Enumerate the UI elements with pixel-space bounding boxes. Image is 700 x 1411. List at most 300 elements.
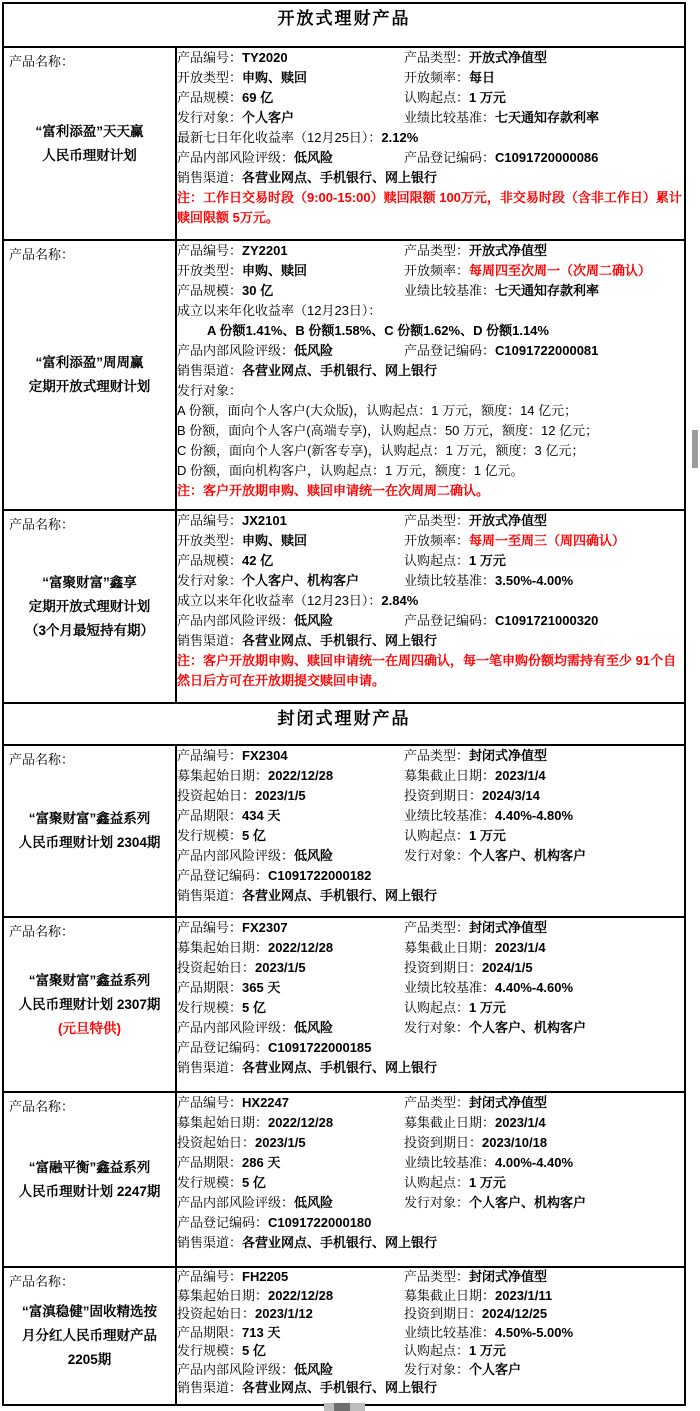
field-pair-left <box>177 958 404 978</box>
field-value: 低风险 <box>294 1361 334 1377</box>
field-label: 认购起点： <box>404 1000 470 1015</box>
detail-line <box>177 571 684 591</box>
field-value: JX2101 <box>242 513 287 528</box>
section-header-row <box>3 3 685 47</box>
field-label: 产品期限： <box>177 1324 243 1340</box>
section-title: 封闭式理财产品 <box>3 703 685 745</box>
field-label: 开放频率： <box>404 533 470 548</box>
field-pair-right <box>404 1268 684 1287</box>
detail-line <box>177 631 684 651</box>
field-pair-right <box>404 1305 684 1324</box>
field-label: 产品类型： <box>404 513 470 528</box>
field-value: 开放式净值型 <box>469 513 548 528</box>
detail-line <box>177 866 684 886</box>
field-pair-right <box>404 1153 684 1173</box>
field-label: 产品类型： <box>404 243 470 258</box>
detail-line <box>177 1324 684 1343</box>
field-value: 低风险 <box>294 848 334 863</box>
field-value: 各营业网点、手机银行、网上银行 <box>242 1235 438 1250</box>
field-pair-right <box>404 1324 684 1343</box>
field-pair-left <box>177 571 404 591</box>
field-label: 销售渠道： <box>177 1380 243 1395</box>
field-label: 募集起始日期： <box>177 1287 269 1303</box>
field-value: 低风险 <box>294 1195 334 1210</box>
field-pair-left <box>177 918 404 938</box>
field-value: 2023/10/18 <box>482 1135 548 1150</box>
field-value: 低风险 <box>294 150 334 165</box>
field-label: 募集起始日期： <box>177 940 269 955</box>
field-label: 募集截止日期： <box>404 1115 496 1130</box>
field-pair-right <box>404 998 684 1018</box>
field-pair-left <box>177 611 404 631</box>
field-value: 2023/1/4 <box>495 768 546 783</box>
field-pair-right <box>404 1018 684 1038</box>
field-pair-right <box>404 1173 684 1193</box>
field-value: 2023/1/5 <box>255 788 306 803</box>
field-pair-left <box>177 511 404 531</box>
field-pair-right <box>404 281 684 301</box>
field-pair-left <box>177 786 404 806</box>
field-value: 4.40%-4.60% <box>495 980 574 995</box>
field-label: 产品登记编码： <box>404 150 496 165</box>
field-label: 产品编号： <box>177 513 243 528</box>
field-value: 2023/1/4 <box>495 940 546 955</box>
field-value: C1091722000182 <box>268 868 372 883</box>
name-cell <box>3 510 176 703</box>
field-value: 2022/12/28 <box>268 1115 334 1130</box>
field-value: 开放式净值型 <box>469 243 548 258</box>
field-pair-left <box>177 1113 404 1133</box>
field-pair-right <box>404 1342 684 1361</box>
field-value: 个人客户 <box>242 110 295 125</box>
field-label: 最新七日年化收益率（12月25日）： <box>177 130 382 145</box>
field-value: 1 万元 <box>469 1343 506 1358</box>
field-label: 投资到期日： <box>404 1306 483 1321</box>
detail-line <box>177 511 684 531</box>
field-pair-left <box>177 1324 404 1343</box>
field-label: 业绩比较基准： <box>404 1155 496 1170</box>
field-label: 产品内部风险评级： <box>177 613 295 628</box>
field-label: 发行规模： <box>177 1000 243 1015</box>
product-name <box>4 1268 175 1404</box>
field-pair-left <box>177 1018 404 1038</box>
product-row <box>3 510 685 703</box>
product-name-line: “富利添盈”周周赢 <box>35 355 144 370</box>
field-label: 投资起始日： <box>177 1135 256 1150</box>
field-label: 发行规模： <box>177 1343 243 1358</box>
product-name-line: 月分红人民币理财产品 <box>22 1328 157 1343</box>
field-pair-right <box>404 806 684 826</box>
detail-line <box>177 551 684 571</box>
field-label: 产品登记编码： <box>404 613 496 628</box>
detail-line <box>177 301 684 321</box>
field-value: 开放式净值型 <box>469 50 548 65</box>
field-value: 各营业网点、手机银行、网上银行 <box>242 1060 438 1075</box>
field-label: 募集截止日期： <box>404 940 496 955</box>
detail-line <box>177 1305 684 1324</box>
product-name-label: 产品名称： <box>9 517 75 532</box>
field-label: 认购起点： <box>404 1343 470 1358</box>
product-name-line: “富利添盈”天天赢 <box>35 123 144 139</box>
field-value: 2024/12/25 <box>482 1306 548 1321</box>
field-pair-right <box>404 88 684 108</box>
field-label: 发行对象： <box>177 110 243 125</box>
field-pair-left <box>177 938 404 958</box>
field-value: 2022/12/28 <box>268 940 334 955</box>
details-cell <box>176 917 685 1092</box>
field-pair-left <box>177 806 404 826</box>
field-pair-left <box>177 1268 404 1287</box>
field-label: 产品编号： <box>177 243 243 258</box>
field-label: 产品规模： <box>177 553 243 568</box>
horizontal-scrollbar-thumb[interactable] <box>324 1403 365 1411</box>
product-name <box>4 241 175 509</box>
field-label: 发行对象： <box>404 1020 470 1035</box>
field-pair-left <box>177 978 404 998</box>
field-pair-left <box>177 1193 404 1213</box>
field-label: 发行规模： <box>177 1175 243 1190</box>
field-pair-right <box>404 241 684 261</box>
field-label: 产品编号： <box>177 50 243 65</box>
field-value: 2023/1/11 <box>495 1287 553 1303</box>
field-value: FX2304 <box>242 748 288 763</box>
field-pair-left <box>177 826 404 846</box>
field-label: 产品类型： <box>404 1269 470 1284</box>
field-label: 募集截止日期： <box>404 1287 496 1303</box>
field-value: 申购、赎回 <box>242 263 308 278</box>
detail-line <box>177 1213 684 1233</box>
field-pair-right <box>404 48 684 68</box>
field-value: 30 亿 <box>242 283 274 298</box>
field-pair-right <box>404 571 684 591</box>
field-pair-left <box>177 148 404 168</box>
field-value: 4.40%-4.80% <box>495 808 574 823</box>
detail-line <box>177 611 684 631</box>
field-pair-left <box>177 88 404 108</box>
field-pair-right <box>404 531 684 551</box>
field-label: 销售渠道： <box>177 633 243 648</box>
detail-line <box>177 998 684 1018</box>
detail-line <box>177 1342 684 1361</box>
name-cell <box>3 745 176 917</box>
field-pair-right <box>404 1133 684 1153</box>
field-value: 低风险 <box>294 613 334 628</box>
field-pair-left <box>177 241 404 261</box>
detail-line <box>177 1133 684 1153</box>
field-value: 5 亿 <box>242 1000 266 1015</box>
field-pair-right <box>404 918 684 938</box>
detail-line <box>177 886 684 906</box>
field-pair-right <box>404 261 684 281</box>
detail-line <box>177 168 684 188</box>
detail-line <box>177 1268 684 1287</box>
field-label: 开放频率： <box>404 263 470 278</box>
field-label: 募集起始日期： <box>177 1115 269 1130</box>
field-value: 2023/1/12 <box>255 1306 313 1321</box>
field-value: 365 天 <box>242 980 281 995</box>
detail-line <box>177 1173 684 1193</box>
field-pair-right <box>404 938 684 958</box>
field-label: 募集起始日期： <box>177 768 269 783</box>
product-name-label: 产品名称： <box>9 924 75 939</box>
field-label: 发行对象： <box>404 848 470 863</box>
details-cell <box>176 510 685 703</box>
field-value: 个人客户 <box>469 1361 522 1377</box>
name-cell <box>3 1267 176 1405</box>
field-value: C1091722000185 <box>268 1040 372 1055</box>
field-value: 434 天 <box>242 808 281 823</box>
detail-line <box>177 381 684 401</box>
field-label: 投资起始日： <box>177 960 256 975</box>
field-value: 封闭式净值型 <box>469 1269 548 1284</box>
name-cell <box>3 1092 176 1267</box>
field-label: 产品期限： <box>177 808 243 823</box>
field-value: C1091720000086 <box>495 150 599 165</box>
field-label: 业绩比较基准： <box>404 1324 496 1340</box>
detail-line <box>177 826 684 846</box>
field-label: 认购起点： <box>404 828 470 843</box>
detail-line <box>177 1093 684 1113</box>
field-value: 2.12% <box>381 130 419 145</box>
field-value: 286 天 <box>242 1155 281 1170</box>
field-value: 个人客户、机构客户 <box>469 1020 587 1035</box>
field-pair-left <box>177 998 404 1018</box>
field-label: 认购起点： <box>404 90 470 105</box>
product-row <box>3 1267 685 1405</box>
field-value: 2022/12/28 <box>268 1287 334 1303</box>
field-label: 销售渠道： <box>177 1235 243 1250</box>
details-cell <box>176 240 685 510</box>
detail-line <box>177 958 684 978</box>
field-value: 5 亿 <box>242 828 266 843</box>
field-value: 2.84% <box>381 593 419 608</box>
product-name <box>4 511 175 702</box>
field-label: 投资起始日： <box>177 1306 256 1321</box>
detail-line <box>177 48 684 68</box>
field-value: 2024/3/14 <box>482 788 540 803</box>
field-value: HX2247 <box>242 1095 289 1110</box>
details-cell <box>176 1267 685 1405</box>
field-value: 申购、赎回 <box>242 533 308 548</box>
details-cell <box>176 1092 685 1267</box>
field-pair-left <box>177 68 404 88</box>
note-text: 注：客户开放期申购、赎回申请统一在次周周二确认。 <box>177 483 490 498</box>
product-name-label: 产品名称： <box>9 54 75 69</box>
detail-line <box>177 1233 684 1253</box>
detail-line <box>177 591 684 611</box>
detail-line <box>177 1038 684 1058</box>
field-value: 低风险 <box>294 343 334 358</box>
field-value: 5 亿 <box>242 1343 266 1358</box>
field-label: 认购起点： <box>404 553 470 568</box>
detail-line <box>177 68 684 88</box>
field-pair-right <box>404 1193 684 1213</box>
field-pair-left <box>177 1342 404 1361</box>
details-cell <box>176 745 685 917</box>
field-label: 投资到期日： <box>404 1135 483 1150</box>
field-label: 产品登记编码： <box>177 1215 269 1230</box>
detail-line <box>177 1193 684 1213</box>
field-value: 1 万元 <box>469 828 506 843</box>
field-label: 开放类型： <box>177 263 243 278</box>
field-label: 产品编号： <box>177 920 243 935</box>
field-value: 低风险 <box>294 1020 334 1035</box>
field-label: 产品内部风险评级： <box>177 848 295 863</box>
field-pair-right <box>404 846 684 866</box>
field-value: 5 亿 <box>242 1175 266 1190</box>
field-value: 1 万元 <box>469 90 506 105</box>
field-label: 发行对象： <box>177 573 243 588</box>
detail-line <box>177 281 684 301</box>
field-value: C1091722000180 <box>268 1215 372 1230</box>
field-label: 产品登记编码： <box>177 868 269 883</box>
field-label: 产品编号： <box>177 1095 243 1110</box>
field-pair-left <box>177 1287 404 1306</box>
field-value: 封闭式净值型 <box>469 920 548 935</box>
field-value: 各营业网点、手机银行、网上银行 <box>242 363 438 378</box>
text-line: C 份额，面向个人客户(新客专享)，认购起点：1 万元，额度：3 亿元； <box>177 443 585 458</box>
field-label: 销售渠道： <box>177 1060 243 1075</box>
text-line: B 份额，面向个人客户(高端专享)，认购起点：50 万元，额度：12 亿元； <box>177 423 599 438</box>
product-row <box>3 745 685 917</box>
text-line: A 份额，面向个人客户(大众版)，认购起点：1 万元，额度：14 亿元； <box>177 403 578 418</box>
field-value: C1091722000081 <box>495 343 599 358</box>
product-name-line: 人民币理财计划 2307期 <box>18 996 161 1012</box>
field-label: 业绩比较基准： <box>404 110 496 125</box>
detail-line <box>177 918 684 938</box>
field-pair-left <box>177 746 404 766</box>
field-pair-right <box>404 826 684 846</box>
field-pair-right <box>404 511 684 531</box>
field-value: ZY2201 <box>242 243 288 258</box>
field-label: 投资到期日： <box>404 960 483 975</box>
field-value: 各营业网点、手机银行、网上银行 <box>242 633 438 648</box>
field-label: 投资起始日： <box>177 788 256 803</box>
field-value: 713 天 <box>242 1324 281 1340</box>
product-row <box>3 1092 685 1267</box>
detail-line <box>177 148 684 168</box>
detail-line <box>177 531 684 551</box>
field-label: 发行规模： <box>177 828 243 843</box>
field-pair-right <box>404 958 684 978</box>
field-label: 产品登记编码： <box>177 1040 269 1055</box>
product-name-line: 定期开放式理财计划 <box>28 379 151 394</box>
field-label: 产品登记编码： <box>404 343 496 358</box>
field-pair-right <box>404 1361 684 1380</box>
product-name-line: 人民币理财计划 <box>42 147 137 163</box>
detail-line <box>177 128 684 148</box>
field-label: 业绩比较基准： <box>404 980 496 995</box>
product-row <box>3 917 685 1092</box>
detail-line <box>177 1379 684 1398</box>
field-pair-left <box>177 1093 404 1113</box>
text-line: D 份额，面向机构客户，认购起点：1 万元，额度：1 亿元。 <box>177 463 524 478</box>
product-row <box>3 240 685 510</box>
field-label: 产品编号： <box>177 748 243 763</box>
field-label: 产品类型： <box>404 748 470 763</box>
field-pair-right <box>404 611 684 631</box>
field-pair-left <box>177 766 404 786</box>
field-value: 3.50%-4.00% <box>495 573 574 588</box>
field-value: 4.00%-4.40% <box>495 1155 574 1170</box>
field-label: 业绩比较基准： <box>404 808 496 823</box>
field-label: 开放类型： <box>177 533 243 548</box>
field-value: 每周一至周三（周四确认） <box>469 533 626 548</box>
field-pair-left <box>177 1173 404 1193</box>
field-label: 开放类型： <box>177 70 243 85</box>
field-value: 1 万元 <box>469 1000 506 1015</box>
field-pair-right <box>404 551 684 571</box>
field-pair-left <box>177 48 404 68</box>
name-cell <box>3 47 176 240</box>
field-pair-left <box>177 108 404 128</box>
detail-line <box>177 786 684 806</box>
product-name <box>4 918 175 1091</box>
field-value: 1 万元 <box>469 553 506 568</box>
field-label: 销售渠道： <box>177 888 243 903</box>
field-label: 产品规模： <box>177 90 243 105</box>
detail-line <box>177 1153 684 1173</box>
detail-line <box>177 806 684 826</box>
text-line: A 份额1.41%、B 份额1.58%、C 份额1.62%、D 份额1.14% <box>207 323 549 338</box>
field-pair-left <box>177 551 404 571</box>
field-label: 产品内部风险评级： <box>177 1020 295 1035</box>
name-cell <box>3 917 176 1092</box>
product-name-label: 产品名称： <box>9 1099 75 1114</box>
field-pair-left <box>177 261 404 281</box>
field-value: 个人客户、机构客户 <box>242 573 360 588</box>
field-label: 产品编号： <box>177 1269 243 1284</box>
note-text: 注：工作日交易时段（9:00-15:00）赎回限额 100万元，非交易时段（含非工作日）累计赎回限额 5万元。 <box>177 190 682 225</box>
product-name-line: 人民币理财计划 2304期 <box>18 835 161 850</box>
product-name <box>4 1093 175 1266</box>
product-name-line: “富聚财富”鑫享 <box>42 574 137 590</box>
field-value: 各营业网点、手机银行、网上银行 <box>242 888 438 903</box>
section-title: 开放式理财产品 <box>3 3 685 47</box>
product-name-line: 定期开放式理财计划 <box>28 598 151 614</box>
field-value: FH2205 <box>242 1269 289 1284</box>
field-pair-left <box>177 281 404 301</box>
name-cell <box>3 240 176 510</box>
field-pair-left <box>177 1153 404 1173</box>
field-label: 产品内部风险评级： <box>177 343 295 358</box>
product-name-line: 2205期 <box>67 1352 112 1367</box>
field-label: 开放频率： <box>404 70 470 85</box>
vertical-scrollbar-thumb[interactable] <box>692 430 698 468</box>
detail-line <box>177 1018 684 1038</box>
field-value: 各营业网点、手机银行、网上银行 <box>242 1380 438 1395</box>
detail-line <box>177 1113 684 1133</box>
detail-line <box>177 1287 684 1306</box>
field-label: 产品类型： <box>404 920 470 935</box>
field-value: 69 亿 <box>242 90 274 105</box>
field-value: 封闭式净值型 <box>469 748 548 763</box>
field-value: 每日 <box>469 70 496 85</box>
detail-line <box>177 241 684 261</box>
field-value: 各营业网点、手机银行、网上银行 <box>242 170 438 185</box>
horizontal-scrollbar-thumb-dark[interactable] <box>334 1403 350 1411</box>
field-pair-left <box>177 1133 404 1153</box>
field-label: 产品类型： <box>404 50 470 65</box>
field-label: 募集截止日期： <box>404 768 496 783</box>
field-value: 1 万元 <box>469 1175 506 1190</box>
field-pair-right <box>404 786 684 806</box>
product-name-line: （3个月最短持有期） <box>24 622 154 638</box>
field-label: 发行对象： <box>404 1361 470 1377</box>
field-value: 个人客户、机构客户 <box>469 1195 587 1210</box>
field-value: 申购、赎回 <box>242 70 308 85</box>
product-name-line: 人民币理财计划 2247期 <box>18 1183 161 1199</box>
